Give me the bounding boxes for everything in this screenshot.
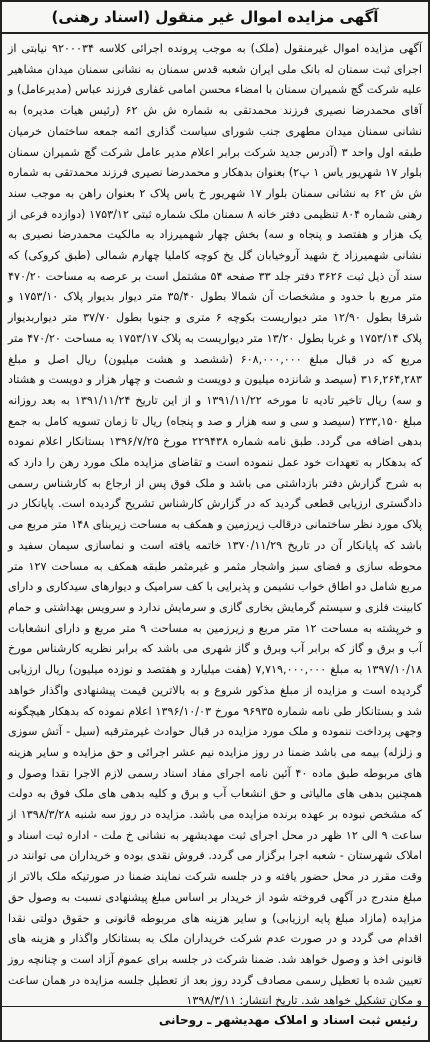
notice-body: آگهی مزایده اموال غیرمنقول (ملک) به موجب پرونده اجرائی کلاسه ۹۲۰۰۰۳۴ نیابتی از اجرای ثبت سمنان له بانک ملی ایران شعبه قدس سمنان به نشانی سمنان میدان مشاهیر علیه شرکت گچ شمیران سمنان با امضاء محسن امامی غفاری فرزند عباس (مدیرعامل) و آقای محمدرضا نصیری فرزند محمدتقی به شماره ش ش ۶۲ (رئیس هیات مدیره) به نشانی سمنان میدان مطهری جنب شورای سیاست گذاری ائمه جمعه ساختمان خرمیان طبقه اول واحد ۳ (آدرس جدید شرکت برابر اعلام مدیر عامل شرکت گچ شمیران سمنان بلوار ۱۷ شهریور یاس ۱ پ۲) بعنوان بدهکار و محمدرضا نصیری فرزند محمدتقی به شماره ش ش ۶۲ به نشانی سمنان بلوار ۱۷ شهریور خ یاس پلاک ۲ بعنوان راهن به موجب سند رهنی شماره ۸۰۴ تنظیمی دفتر خانه ۸ سمنان ملک شماره ثبتی ۱۷۵۳/۱۲ (دوازده فرعی از یک هزار و هفتصد و پنجاه و سه) بخش چهار شهمیرزاد به مالکیت محمدرضا نصیری به نشانی شهمیرزاد خ شهید آروخیابان گل یخ کوچه کاملیا چهارم شمالی (طبق کروکی) که سند آن ذیل ثبت ۳۶۲۶ دفتر جلد ۳۳ صفحه ۵۴ مشتمل است بر عرصه به مساحت ۴۷۰/۲۰ متر مربع با حدود و مشخصات آن شمالا بطول ۳۵/۴۰ متر دیوار بدیوار پلاک ۱۷۵۳/۱۰ و شرقا بطول ۱۲/۹۰ متر دیواریست بکوچه ۶ متری و جنوبا بطول ۳۷/۷۰ متر دیواربدیوار پلاک ۱۷۵۳/۱۴ و غربا بطول ۱۳/۲۰ متر دیواریست به پلاک ۱۷۵۳/۱۷ به مساحت ۴۷۰/۲۰ متر مربع که در قبال مبلغ ۶۰۸,۰۰۰,۰۰۰ (ششصد و هشت میلیون) ریال اصل و مبلغ ۳۱۶,۲۶۴,۲۸۳ (سیصد و شانزده میلیون و دویست و شصت و چهار هزار و دویست و هشتاد و سه) ریال تاخیر تادیه تا مورخه ۱۳۹۱/۱۱/۲۲ و از این تاریخ ۱۳۹۱/۱۱/۲۴ به بعد روزانه مبلغ ۲۳۳,۱۵۰ (سیصد و سی و سه هزار و صد و پنجاه) ریال تا زمان تسویه کامل به جمع بدهی اضافه می گردد. طبق نامه شماره ۲۲۹۴۳۸ مورخ ۱۳۹۶/۷/۲۵ بستانکار اعلام نموده که بدهکار به تعهدات خود عمل ننموده است و تقاضای مزایده ملک مورد رهن را دارد که به شرح گزارش دفتر بازداشتی می باشد و ملک فوق پس از ارجاع به کارشناس رسمی دادگستری ارزیابی قطعی گردید که در گزارش کارشناس تشریح گردیده است. پایانکار در پلاک مورد نظر ساختمانی درقالب زیرزمین و همکف به مساحت زیربنای ۱۴۸ متر مربع می باشد که پایانکار آن در تاریخ ۱۳۷۰/۱۱/۲۹ خاتمه یافته است و نماسازی سیمان سفید و محوطه سازی و فضای سبز واشجار مثمر و غیرمثمر طبقه همکف به مساحت ۱۲۷ متر مربع شامل دو اطاق خواب نشیمن و پذیرایی با کف سرامیک و دیوارهای سیدکاری و دارای کابینت فلزی و سیستم گرمایش بخاری گازی و سرمایش ندارد و سرویس بهداشتی و حمام و خرپشته به مساحت ۱۲ متر مربع و زیرزمین به مساحت ۹ متر مربع و دارای انشعابات آب و برق و گاز که برابر آب وبرق و گاز شهری می باشد که برابر نظریه کارشناس مورخ ۱۳۹۷/۱۰/۱۸ به مبلغ ۷,۷۱۹,۰۰۰,۰۰۰ (هفت میلیارد و هفتصد و نوزده میلیون) ریال ارزیابی گردیده است و مزایده از مبلغ مذکور شروع و به بالاترین قیمت پیشنهادی واگذار خواهد شد و بستانکار طی نامه شماره ۹۶۹۳۵ مورخ ۱۳۹۶/۱۰/۰۳ اعلام نموده که بدهکار هیچگونه وجهی پرداخت ننموده و ملک مورد مزایده در قبال حوادث غیرمترقبه (سیل - آتش سوزی و زلزله) بیمه می باشد ضمنا در روز مزایده نیم عشر اجرائی و حق مزایده و سایر هزینه های مربوطه طبق ماده ۴۰ آئین نامه اجرای مفاد اسناد رسمی لازم الاجرا نقدا وصول و همچنین بدهی های مالیاتی و حق انشعاب آب و برق و کلیه بدهی های ملک فوق به دولت که مشخص نبوده بر عهده برنده مزایده می باشد. مزایده در روز سه شنبه ۱۳۹۸/۳/۲۸ از ساعت ۹ الی ۱۲ ظهر در محل اجرای ثبت مهدیشهر به نشانی خ ملت - اداره ثبت اسناد و املاک شهرستان - شعبه اجرا برگزار می گردد. فروش نقدی بوده و خریداران می توانند در وقت مقرر در محل حضور یافته و در جلسه شرکت نمایند ضمنا در صورتیکه ملک بالاتر از مبلغ مندرج در آگهی فروخته شود از خریدار بر اساس مبلغ پیشنهادی نسبت به وصول حق مزایده (مازاد مبلغ پایه ارزیابی) و سایر هزینه های مربوطه قانونی و حقوق دولتی نقدا اقدام می گردد و در صورت عدم شرکت خریداران ملک به بستانکار واگذار و هزینه های قانونی اخذ و وصول خواهد شد. ضمنا شرکت در جلسه برای عموم آزاد است و چنانچه روز تعیین شده با تعطیل رسمی مصادف گردد روز بعد از تعطیل جلسه مزایده در همان ساعت و مکان تشکیل خواهد شد. تاریخ انتشار: ۱۳۹۸/۳/۱۱: [8, 42, 423, 1008]
notice-signature: رئیس ثبت اسناد و املاک مهدیشهر ـ روحانی: [2, 1006, 428, 1040]
notice-title: آگهی مزایده اموال غیر منقول (اسناد رهنی): [2, 2, 428, 34]
